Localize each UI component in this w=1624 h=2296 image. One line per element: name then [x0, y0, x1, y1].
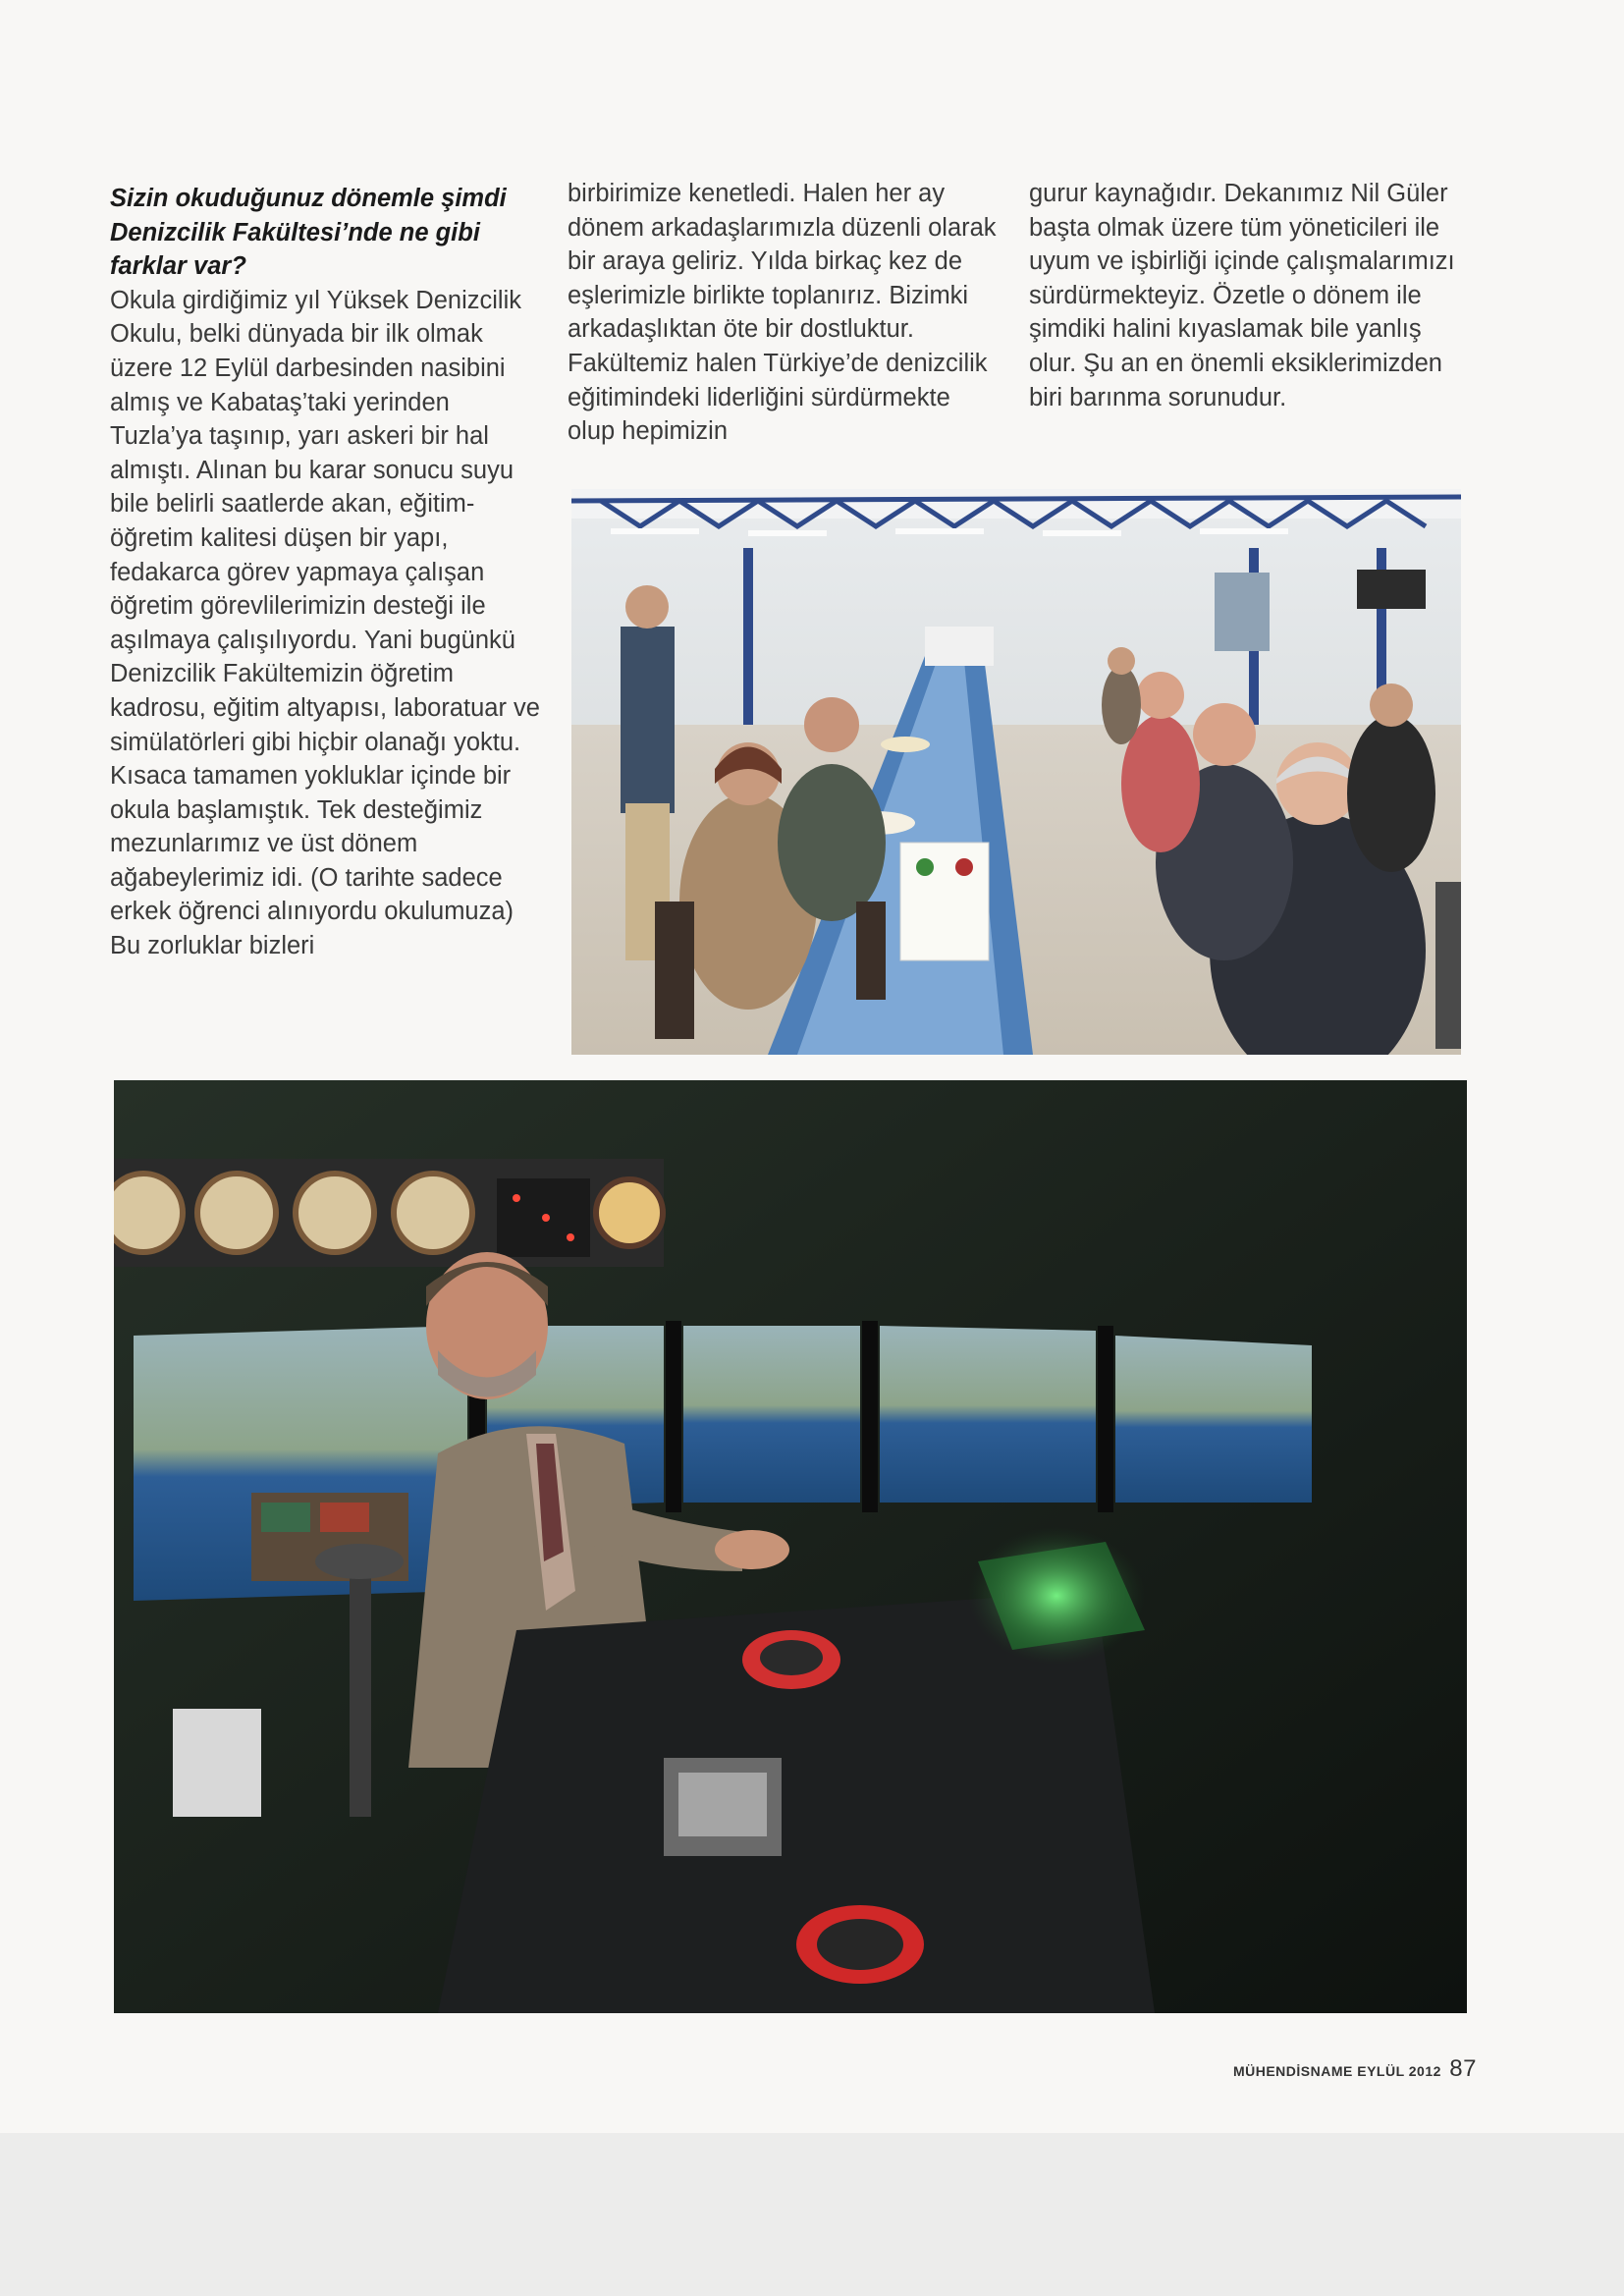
answer-paragraph-2: birbirimize kenetledi. Halen her ay dönem arkadaşlarımızla düzenli olarak bir araya geliriz. Yılda birkaç kez de eşlerimizle birlikte toplanırız. Bizimki arkadaşlıktan öte bir dostluktur. Fakültemiz halen Türkiye’de denizcilik eğitimindeki liderliğini sürdürmekte olup hepimizin	[568, 180, 997, 446]
text-column-2	[568, 177, 1000, 449]
answer-paragraph-3: gurur kaynağıdır. Dekanımız Nil Güler başta olmak üzere tüm yöneticileri ile uyum ve işbirliği içinde çalışmalarımızı sürdürmekteyiz. Özetle o dönem ile şimdiki halini kıyaslamak bile yanlış olur. Şu an en önemli eksiklerimizden biri barınma sorunudur.	[1029, 180, 1455, 411]
text-column-1	[110, 182, 542, 963]
text-column-3	[1029, 177, 1461, 414]
scan-margin	[0, 2133, 1624, 2296]
bridge-simulator-illustration	[114, 1080, 1467, 2013]
alumni-lunch-photo	[571, 489, 1461, 1055]
page-number: 87	[1449, 2055, 1477, 2082]
page-footer	[1233, 2055, 1477, 2083]
alumni-lunch-illustration	[571, 489, 1461, 1055]
answer-paragraph-1: Okula girdiğimiz yıl Yüksek Denizcilik Okulu, belki dünyada bir ilk olmak üzere 12 Eylül darbesinden nasibini almış ve Kabataş’taki yerinden Tuzla’ya taşınıp, yarı askeri bir hal almıştı. Alınan bu karar sonucu suyu bile belirli saatlerde akan, eğitim-öğretim kalitesi düşen bir yapı, fedakarca görev yapmaya çalışan öğretim görevlilerimizin desteği ile aşılmaya çalışılıyordu. Yani bugünkü Denizcilik Fakültemizin öğretim kadrosu, eğitim altyapısı, laboratuar ve simülatörleri gibi hiçbir olanağı yoktu. Kısaca tamamen yokluklar içinde bir okula başlamıştık. Tek desteğimiz mezunlarımız ve üst dönem ağabeylerimiz idi. (O tarihte sadece erkek öğrenci alınıyordu okulumuza) Bu zorluklar bizleri	[110, 286, 540, 960]
interview-question: Sizin okuduğunuz dönemle şimdi Denizcilik Fakültesi’nde ne gibi farklar var?	[110, 185, 507, 281]
magazine-name: MÜHENDİSNAME EYLÜL 2012	[1232, 2063, 1441, 2079]
bridge-simulator-photo	[114, 1080, 1467, 2013]
